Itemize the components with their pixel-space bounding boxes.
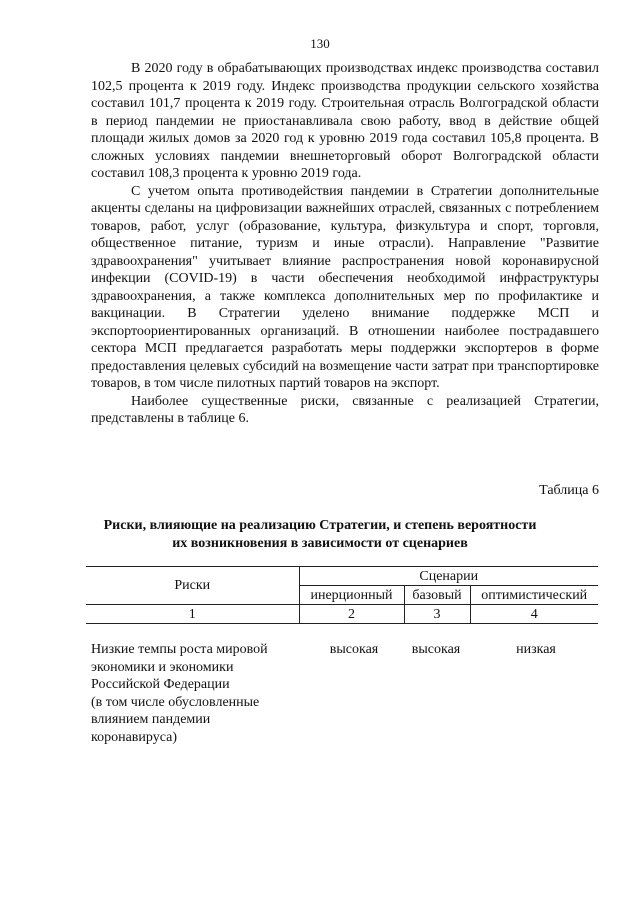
paragraph-1: В 2020 году в обрабатывающих производствах индекс производства составил 102,5 процента к 2019 году. Индекс производства продукции сельского хозяйства составил 101,7 процента к 2019 году. Строительная отрасль Волгоградской области в период пандемии не приостанавливала свою работу, ввод в действие общей площади жилых домов за 2020 год к уровню 2019 года составил 105,8 процента. В сложных условиях пандемии внешнеторговый оборот Волгоградской области составил 108,3 процента к уровню 2019 года. bbox=[91, 61, 599, 181]
body-text bbox=[91, 60, 599, 428]
risk-name-line: (в том числе обусловленные bbox=[91, 694, 260, 710]
risk-name-line: влиянием пандемии bbox=[91, 712, 211, 727]
table-label: Таблица 6 bbox=[539, 483, 599, 498]
table-title-line-2: их возникновения в зависимости от сценариев bbox=[172, 536, 468, 551]
column-number: 3 bbox=[404, 605, 470, 624]
header-scenario-optimistic: оптимистический bbox=[470, 586, 598, 605]
column-number: 4 bbox=[470, 605, 598, 624]
probability-base: высокая bbox=[411, 642, 461, 657]
table-header-row bbox=[86, 567, 598, 586]
column-number: 2 bbox=[299, 605, 404, 624]
risk-name-line: экономики и экономики bbox=[91, 659, 234, 675]
header-scenarios: Сценарии bbox=[299, 567, 598, 586]
header-scenario-base: базовый bbox=[404, 586, 470, 605]
risk-name-line: Низкие темпы роста мировой bbox=[91, 642, 268, 657]
paragraph-2: С учетом опыта противодействия пандемии в Стратегии дополнительные акценты сделаны на цифровизации важнейших отраслей, связанных с потреблением товаров, работ, услуг (образование, культура, физкультура и спорт, торговля, общественное питание, туризм и иные отрасли). Направление "Развитие здравоохранения" учитывает влияние распространения новой коронавирусной инфекции (COVID-19) в части обеспечения необходимой инфраструктуры здравоохранения, а также комплекса дополнительных мер по профилактике и вакцинации. В Стратегии уделено внимание поддержке МСП и экспортоориентированных организаций. В отношении наиболее пострадавшего сектора МСП предлагается разработать меры поддержки экспортеров в форме предоставления целевых субсидий на возмещение части затрат при транспортировке товаров, в том числе пилотных партий товаров на экспорт. bbox=[91, 183, 599, 391]
table-column-numbers-row bbox=[86, 605, 598, 624]
header-risks: Риски bbox=[86, 567, 299, 605]
column-number: 1 bbox=[86, 605, 299, 624]
paragraph-3: Наиболее существенные риски, связанные с реализацией Стратегии, представлены в таблице 6. bbox=[91, 393, 599, 426]
risk-name-line: коронавируса) bbox=[91, 729, 177, 745]
page-number: 130 bbox=[310, 36, 330, 51]
probability-optimistic: низкая bbox=[516, 642, 556, 657]
risk-table bbox=[86, 566, 598, 624]
risk-name-line: Российской Федерации bbox=[91, 677, 230, 692]
table-title-line-1: Риски, влияющие на реализацию Стратегии, и степень вероятности bbox=[103, 518, 537, 533]
table-title bbox=[60, 517, 580, 553]
probability-inertial: высокая bbox=[329, 642, 379, 657]
risk-name bbox=[91, 641, 291, 746]
header-scenario-inertial: инерционный bbox=[299, 586, 404, 605]
